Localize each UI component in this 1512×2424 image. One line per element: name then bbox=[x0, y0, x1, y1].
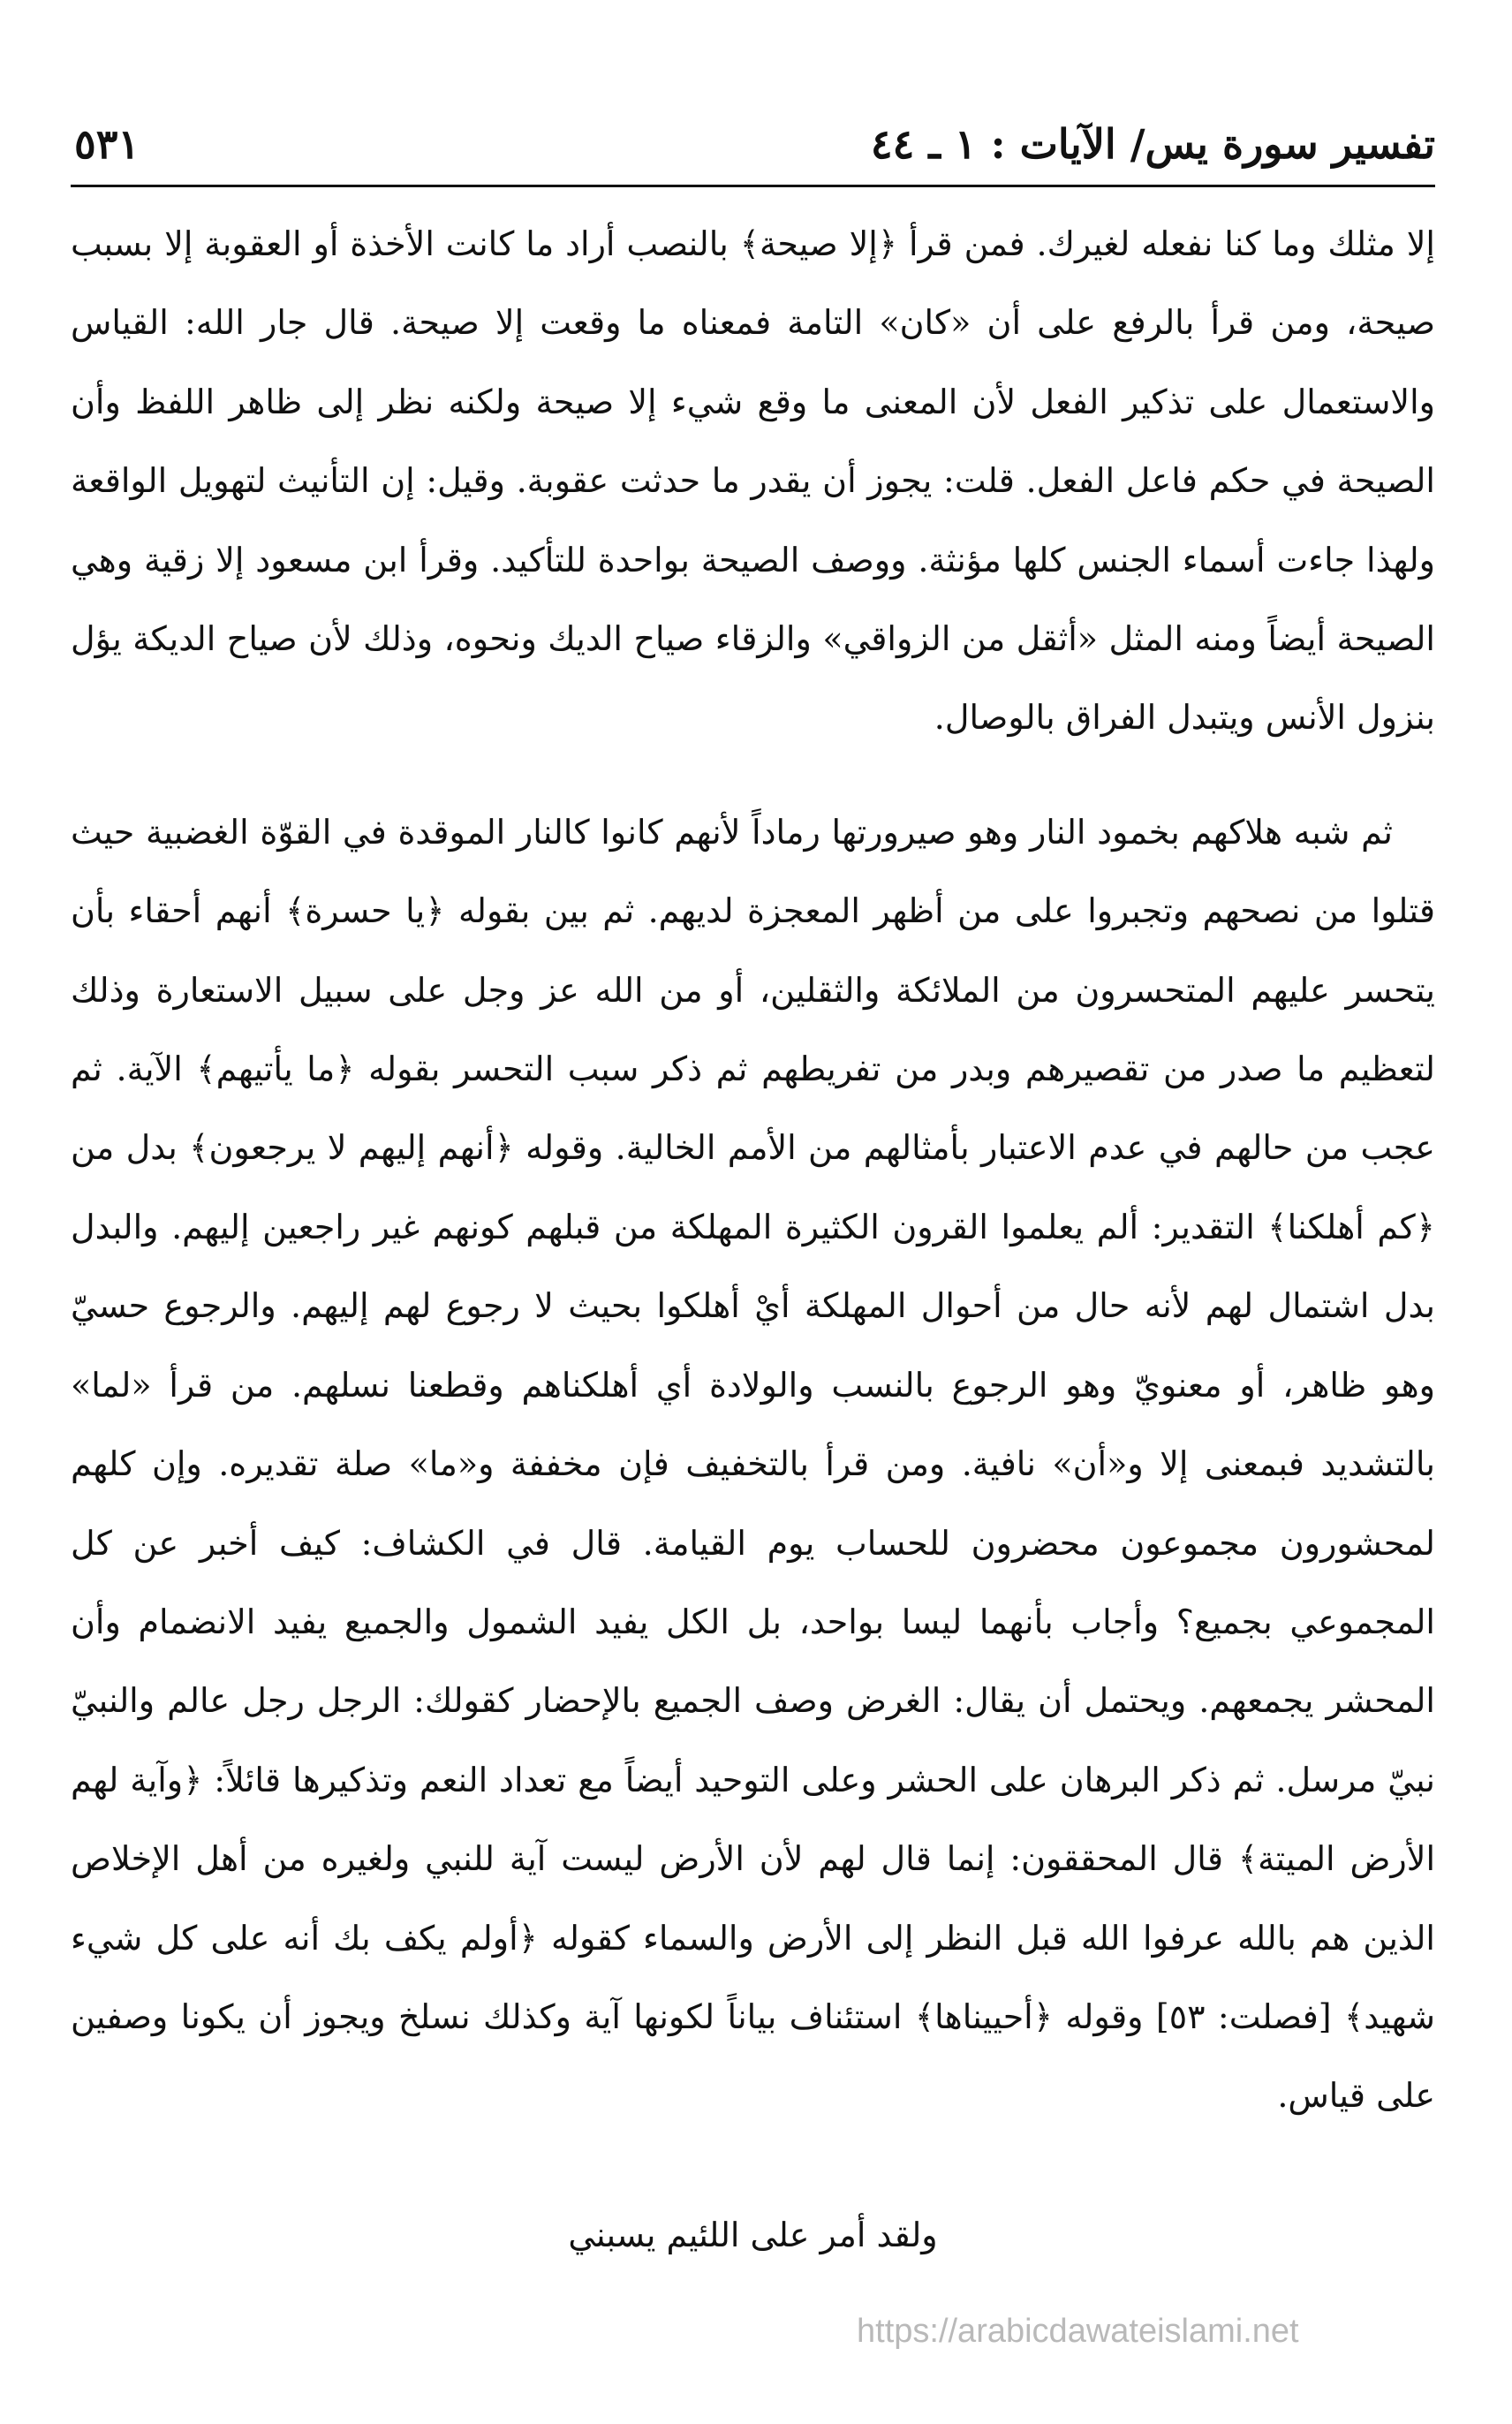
poetry-verse: ولقد أمر على اللئيم يسبني bbox=[568, 2216, 938, 2254]
body-text bbox=[71, 205, 1435, 2136]
page-header bbox=[71, 113, 1435, 187]
page-number: ٥٣١ bbox=[74, 120, 140, 168]
watermark-url: https://arabicdawateislami.net bbox=[857, 2313, 1299, 2350]
header-rule bbox=[71, 185, 1435, 187]
running-title: تفسير سورة يس/ الآيات : ١ ـ ٤٤ bbox=[870, 120, 1435, 168]
paragraph-2: ثم شبه هلاكهم بخمود النار وهو صيرورتها رماداً لأنهم كانوا كالنار الموقدة في القوّة الغضبية حيث قتلوا من نصحهم وتجبروا على من أظهر المعجزة لديهم. ثم بين بقوله ﴿يا حسرة﴾ أنهم أحقاء بأن يتحسر عليهم المتحسرون من الملائكة والثقلين، أو من الله عز وجل على سبيل الاستعارة وذلك لتعظيم ما صدر من تقصيرهم وبدر من تفريطهم ثم ذكر سبب التحسر بقوله ﴿ما يأتيهم﴾ الآية. ثم عجب من حالهم في عدم الاعتبار بأمثالهم من الأمم الخالية. وقوله ﴿أنهم إليهم لا يرجعون﴾ بدل من ﴿كم أهلكنا﴾ التقدير: ألم يعلموا القرون الكثيرة المهلكة من قبلهم كونهم غير راجعين إليهم. والبدل بدل اشتمال لهم لأنه حال من أحوال المهلكة أيْ أهلكوا بحيث لا رجوع لهم إليهم. والرجوع حسيّ وهو ظاهر، أو معنويّ وهو الرجوع بالنسب والولادة أي أهلكناهم وقطعنا نسلهم. من قرأ «لما» بالتشديد فبمعنى إلا و«أن» نافية. ومن قرأ بالتخفيف فإن مخففة و«ما» صلة تقديره. وإن كلهم لمحشورون مجموعون محضرون للحساب يوم القيامة. قال في الكشاف: كيف أخبر عن كل المجموعي بجميع؟ وأجاب بأنهما ليسا بواحد، بل الكل يفيد الشمول والجميع يفيد الانضمام وأن المحشر يجمعهم. ويحتمل أن يقال: الغرض وصف الجميع بالإحضار كقولك: الرجل رجل عالم والنبيّ نبيّ مرسل. ثم ذكر البرهان على الحشر وعلى التوحيد أيضاً مع تعداد النعم وتذكيرها قائلاً: ﴿وآية لهم الأرض الميتة﴾ قال المحققون: إنما قال لهم لأن الأرض ليست آية للنبي ولغيره من أهل الإخلاص الذين هم بالله عرفوا الله قبل النظر إلى الأرض والسماء كقوله ﴿أولم يكف بك أنه على كل شيء شهيد﴾ [فصلت: ٥٣] وقوله ﴿أحييناها﴾ استئناف بياناً لكونها آية وكذلك نسلخ ويجوز أن يكونا وصفين على قياس. bbox=[71, 812, 1435, 2116]
paragraph-1: إلا مثلك وما كنا نفعله لغيرك. فمن قرأ ﴿إلا صيحة﴾ بالنصب أراد ما كانت الأخذة أو العقوبة إلا بسبب صيحة، ومن قرأ بالرفع على أن «كان» التامة فمعناه ما وقعت إلا صيحة. قال جار الله: القياس والاستعمال على تذكير الفعل لأن المعنى ما وقع شيء إلا صيحة ولكنه نظر إلى ظاهر اللفظ وأن الصيحة في حكم فاعل الفعل. قلت: يجوز أن يقدر ما حدثت عقوبة. وقيل: إن التأنيث لتهويل الواقعة ولهذا جاءت أسماء الجنس كلها مؤنثة. ووصف الصيحة بواحدة للتأكيد. وقرأ ابن مسعود إلا زقية وهي الصيحة أيضاً ومنه المثل «أثقل من الزواقي» والزقاء صياح الديك ونحوه، وذلك لأن صياح الديكة يؤل بنزول الأنس ويتبدل الفراق بالوصال. bbox=[71, 224, 1435, 738]
